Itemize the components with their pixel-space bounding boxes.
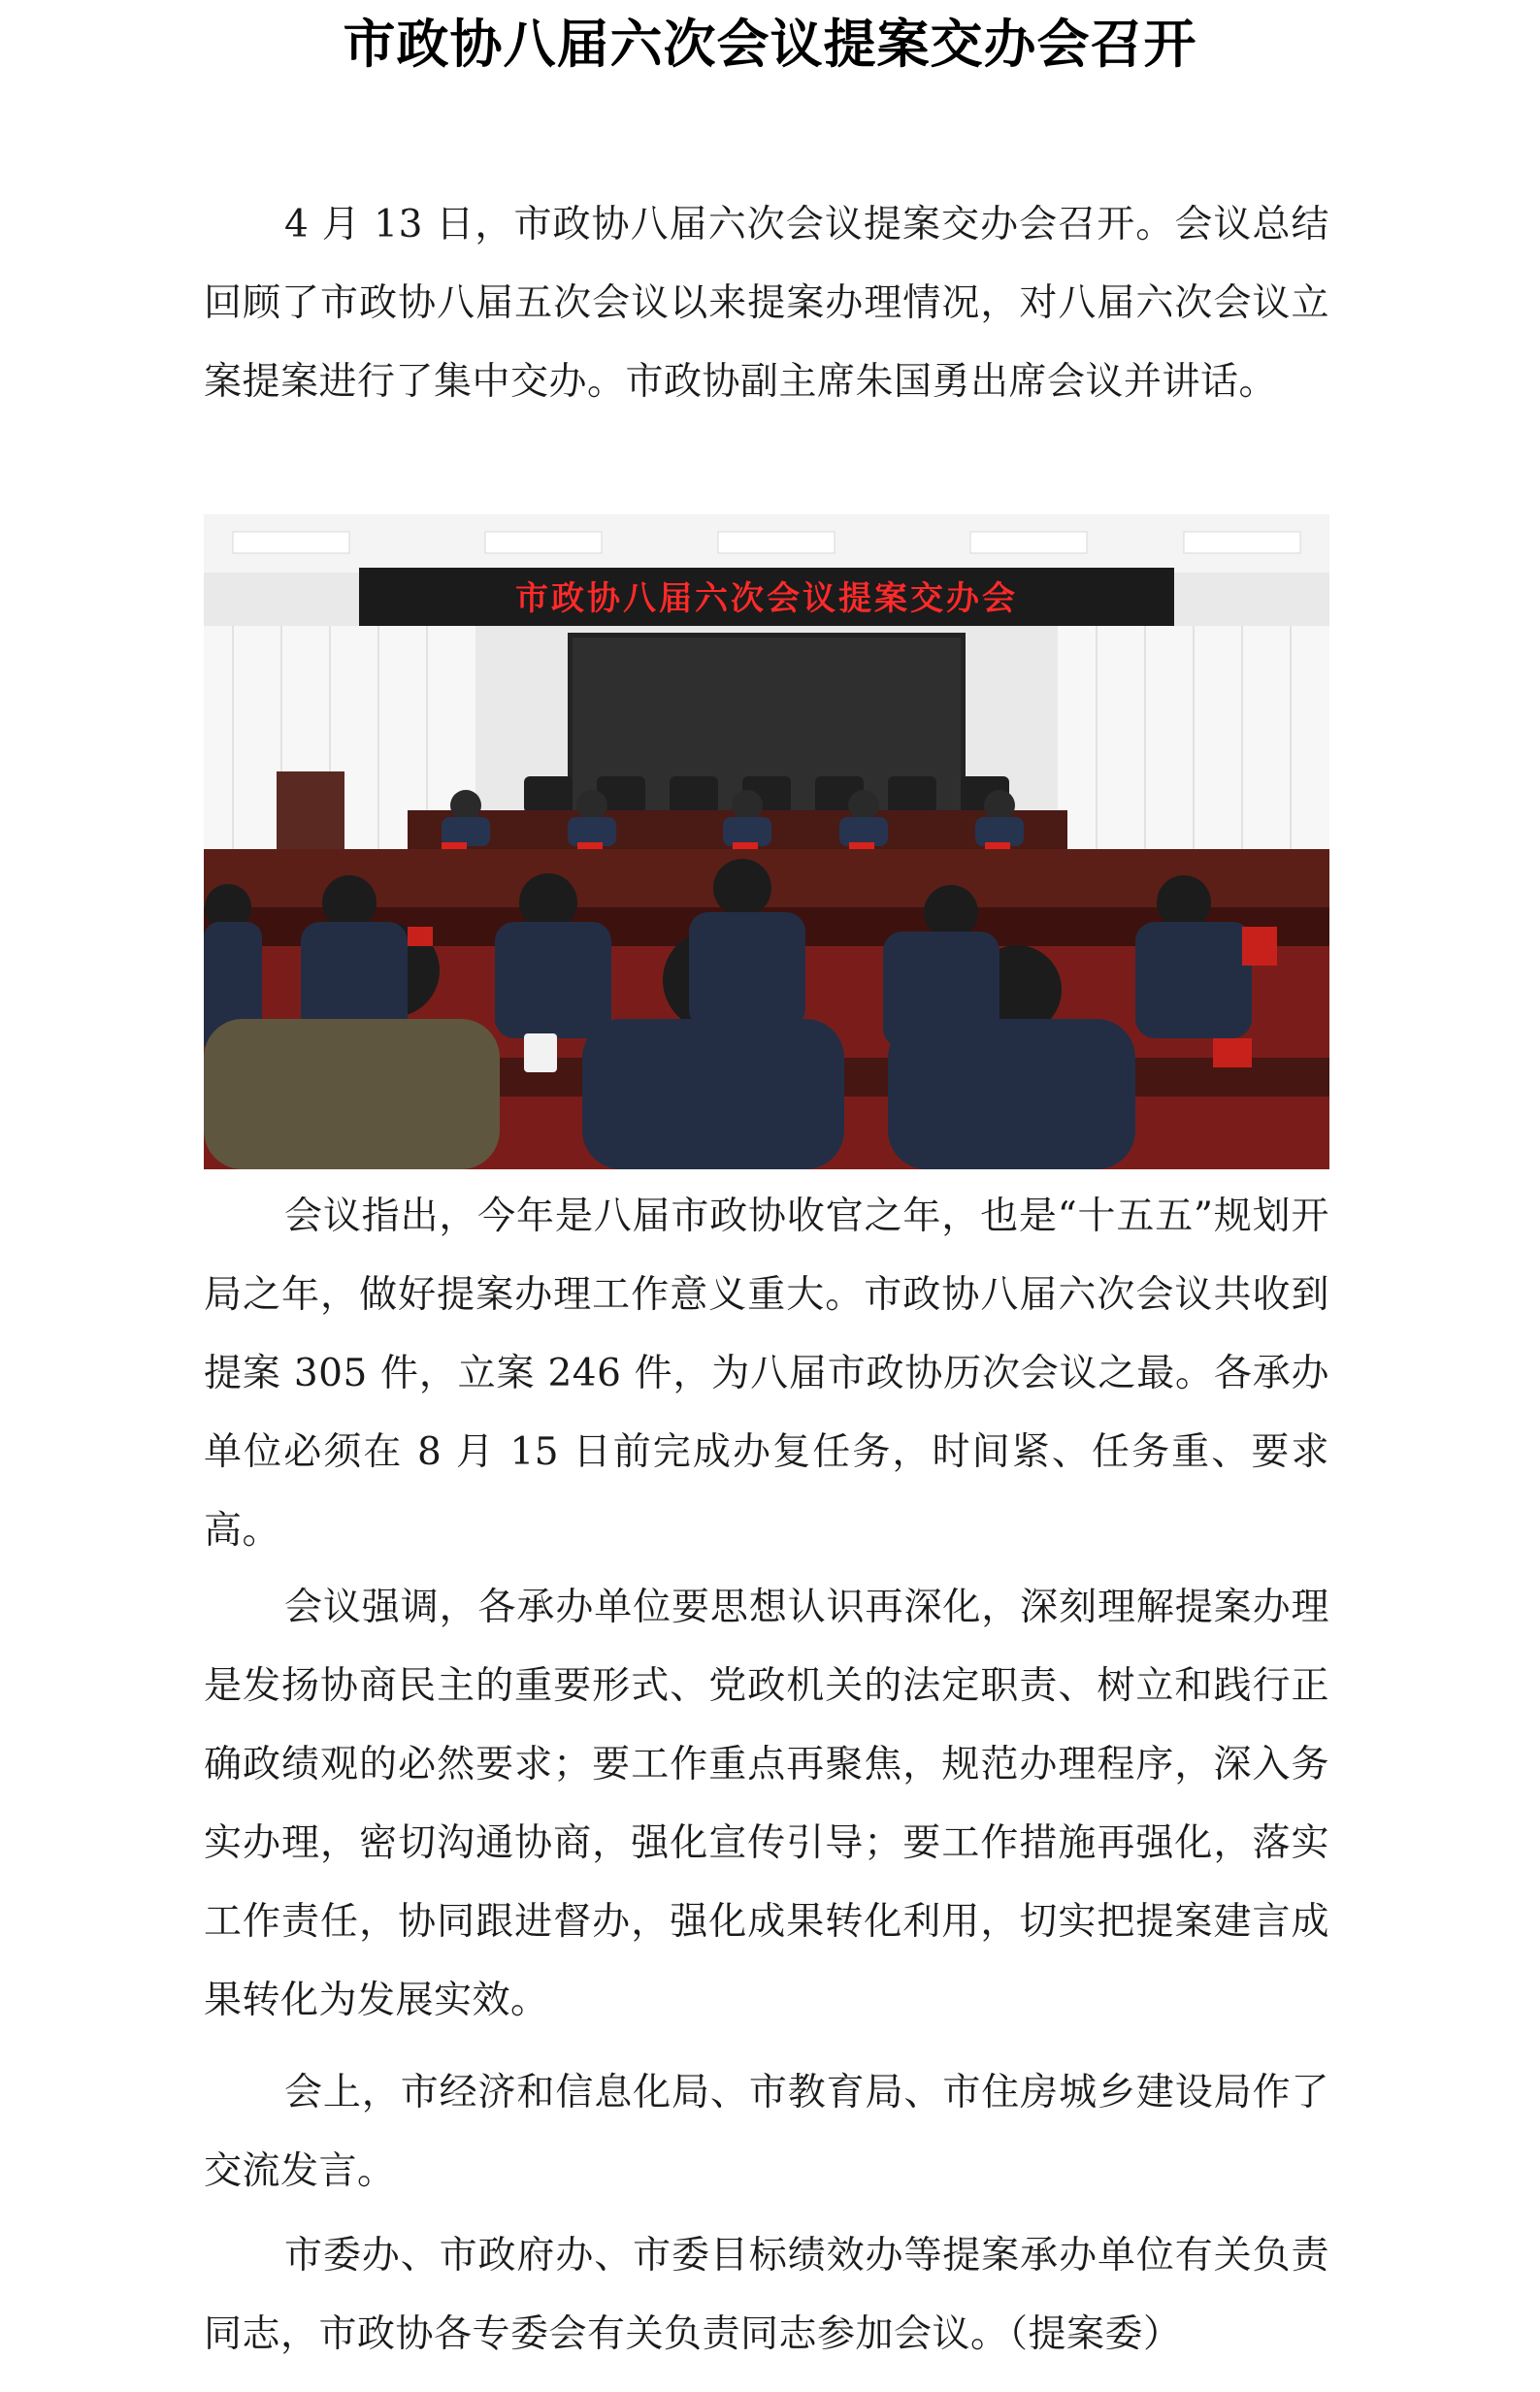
paragraph-intro: 4 月 13 日，市政协八届六次会议提案交办会召开。会议总结回顾了市政协八届五次会议以来提案办理情况，对八届六次会议立案提案进行了集中交办。市政协副主席朱国勇出席会议并讲话。 [204, 203, 1329, 404]
paragraph-emphasis: 会议强调，各承办单位要思想认识再深化，深刻理解提案办理是发扬协商民主的重要形式、党政机关的法定职责、树立和践行正确政绩观的必然要求；要工作重点再聚焦，规范办理程序，深入务实办理，密切沟通协商，强化宣传引导；要工作措施再强化，落实工作责任，协同跟进督办，强化成果转化利用，切实把提案建言成果转化为发展实效。 [204, 1586, 1329, 2022]
paragraph-significance: 会议指出，今年是八届市政协收官之年，也是“十五五”规划开局之年，做好提案办理工作意义重大。市政协八届六次会议共收到提案 305 件，立案 246 件，为八届市政协历次会议之最。各承办单位必须在 8 月 15 日前完成办复任务，时间紧、任务重、要求高。 [204, 1195, 1329, 1553]
banner-text: 市政协八届六次会议提案交办会 [515, 579, 1018, 618]
paragraph-speeches: 会上，市经济和信息化局、市教育局、市住房城乡建设局作了交流发言。 [204, 2071, 1329, 2193]
meeting-photo [204, 514, 1329, 1169]
paragraph-attendees: 市委办、市政府办、市委目标绩效办等提案承办单位有关负责同志，市政协各专委会有关负责同志参加会议。（提案委） [204, 2234, 1329, 2356]
article-title: 市政协八届六次会议提案交办会召开 [343, 14, 1197, 75]
